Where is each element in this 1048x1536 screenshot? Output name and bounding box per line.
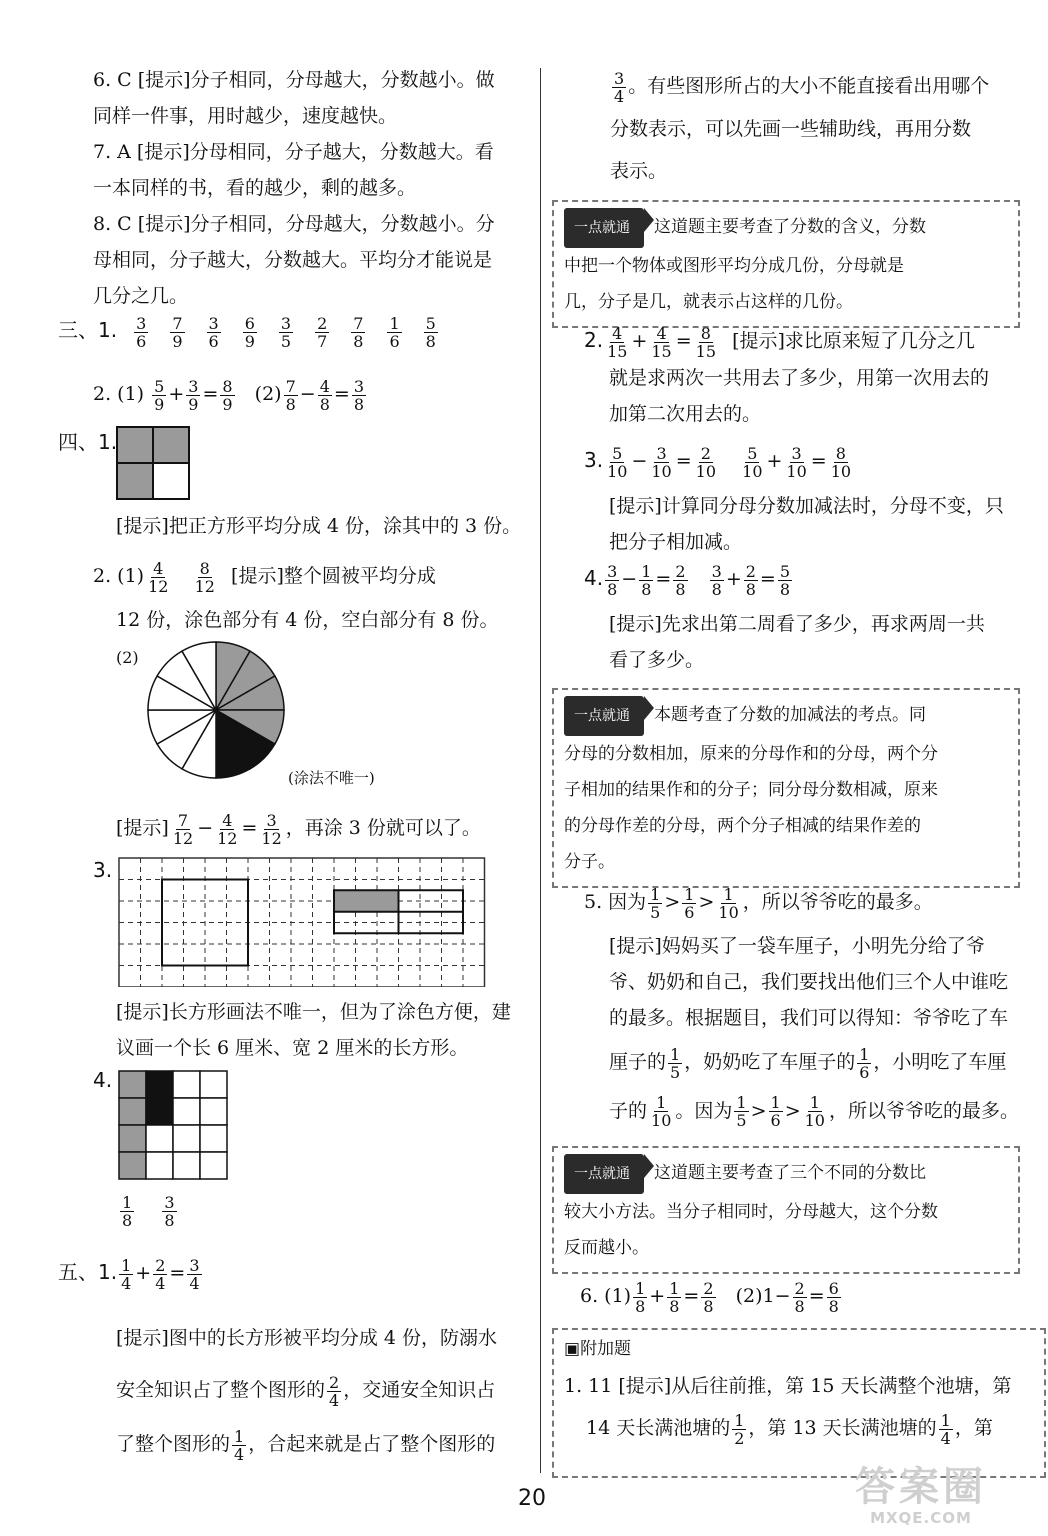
tip-box-3 (552, 1146, 1020, 1274)
answer-r4: 4. $\frac{3}{8}$ − $\frac{1}{8}$ = $\frac{2}{8}$ $\frac{3}{8}$ + $\frac{2}{8}$ = $\frac{5}{8}$ [提示]先求出第二周看了多少，再求两周一共 看了多少。 (584, 560, 1024, 678)
section-5-q1: 五、1. $\frac{1}{4}$ + $\frac{2}{4}$ = $\frac{3}{4}$ (58, 1255, 200, 1293)
section-4-hint-1: [提示]把正方形平均分成 4 份，涂其中的 3 份。 (116, 515, 522, 537)
section-4-label: 四、1. (58, 430, 118, 454)
fraction: $\frac{1}{6}$ (389, 313, 400, 351)
grid-cell (146, 1098, 173, 1125)
fraction: $\frac{5}{8}$ (425, 313, 436, 351)
hint-line: 加第二次用去的。 (609, 402, 762, 425)
shaded-cells (334, 890, 399, 912)
section-5-hint-1: [提示]图中的长方形被平均分成 4 份，防溺水 (116, 1327, 497, 1349)
label: 6. (1) (580, 1285, 632, 1307)
q2-prefix: 2. (1) (93, 565, 145, 587)
section-4-q2 (93, 558, 533, 595)
grid-cell (200, 1125, 227, 1152)
fraction: $\frac{4}{12}$ (148, 558, 169, 596)
hint-text: 了整个图形的 (116, 1433, 231, 1455)
fraction: $\frac{6}{9}$ (244, 313, 255, 351)
grid-cell (200, 1152, 227, 1179)
watermark-logo: 答案圈 (855, 1464, 987, 1510)
tip-text: 较大小方法。当分子相同时，分母越大，这个分数 (564, 1202, 938, 1222)
tip-text: 的分母作差的分母，两个分子相减的结果作差的 (564, 816, 921, 836)
hint-label: [提示] (116, 817, 169, 839)
tip-text: 子相加的结果作和的分子；同分母分数相减，原来 (564, 780, 938, 800)
fraction: $\frac{1}{5}$ (736, 1093, 747, 1130)
hint-line: 爷、奶奶和自己，我们要找出他们三个人中谁吃 (609, 971, 1009, 993)
grid-cell (173, 1071, 200, 1098)
hint-line: 看了多少。 (609, 648, 705, 671)
tip-text: 分子。 (564, 852, 615, 872)
answer-6-line1: 6. C [提示]分子相同，分母越大，分数越小。做 (93, 69, 495, 91)
hint-line: [提示]计算同分母分数加减法时，分母不变，只 (609, 494, 1004, 517)
hint: [提示]整个圆被平均分成 (231, 565, 436, 587)
tip-box-2 (552, 688, 1020, 888)
text: ，所以爷爷吃的最多。 (828, 1099, 1019, 1122)
fraction: $\frac{3}{8}$ (353, 376, 364, 414)
fraction: $\frac{1}{4}$ (121, 1255, 132, 1293)
text: ，第 13 天长满池塘的 (748, 1417, 937, 1439)
fraction: $\frac{7}{9}$ (172, 313, 183, 351)
fraction: $\frac{2}{8}$ (745, 561, 756, 599)
section-3-label: 三、1. (58, 318, 118, 342)
fraction: $\frac{8}{12}$ (194, 558, 215, 596)
hint-line: 把分子相加减。 (609, 530, 743, 553)
answer-8 (93, 206, 533, 314)
tip-text: 这道题主要考查了分数的含义，分数 (654, 217, 926, 237)
grid-cell (173, 1098, 200, 1125)
fraction: $\frac{1}{8}$ (641, 561, 652, 599)
hint-line1: [提示]长方形画法不唯一，但为了涂色方便，建 (116, 1001, 511, 1023)
fraction: $\frac{1}{6}$ (684, 884, 695, 922)
fraction: $\frac{2}{8}$ (794, 1278, 805, 1316)
answer-6-line2: 同样一件事，用时越少，速度越快。 (93, 105, 398, 127)
watermark (855, 1465, 987, 1527)
grid-cell (173, 1125, 200, 1152)
hint-text: ，交通安全知识占 (343, 1379, 496, 1401)
fraction: $\frac{8}{15}$ (695, 323, 717, 361)
fraction: $\frac{1}{5}$ (650, 884, 661, 922)
hint-line: 的最多。根据题目，我们可以得知：爷爷吃了车 (609, 1007, 1009, 1029)
fraction: $\frac{1}{10}$ (651, 1093, 672, 1130)
pie-note: (涂法不唯一) (288, 769, 375, 787)
section-5-label: 五、1. (58, 1260, 118, 1284)
hint-line: [提示]妈妈买了一袋车厘子，小明先分给了爷 (609, 935, 985, 957)
answer-r2: 2. $\frac{4}{15}$ + $\frac{4}{15}$ = $\frac{8}{15}$ [提示]求比原来短了几分之几 就是求两次一共用去了多少，用第一次用去的 加第二次用去的。 (584, 322, 1024, 432)
fraction: $\frac{1}{8}$ (635, 1278, 646, 1316)
bonus-title: ▣附加题 (564, 1339, 632, 1359)
fraction: $\frac{3}{8}$ (607, 561, 618, 599)
answer-8-line1: 8. C [提示]分子相同，分母越大，分数越小。分 (93, 213, 495, 235)
grid-cell (146, 1152, 173, 1179)
fraction: $\frac{1}{2}$ (734, 1410, 745, 1448)
fraction: $\frac{4}{8}$ (319, 376, 330, 414)
fraction: $\frac{3}{6}$ (136, 313, 147, 351)
fraction: $\frac{3}{6}$ (208, 313, 219, 351)
fraction: $\frac{4}{12}$ (217, 810, 238, 848)
answer-6 (93, 62, 533, 134)
fraction: $\frac{3}{5}$ (280, 313, 292, 351)
tip-box-1 (552, 200, 1020, 328)
fraction: $\frac{2}{7}$ (317, 313, 328, 351)
fraction: $\frac{5}{9}$ (154, 376, 165, 414)
grid-cell (200, 1098, 227, 1125)
answer-r5-hint: [提示]妈妈买了一袋车厘子，小明先分给了爷 爷、奶奶和自己，我们要找出他们三个人中谁吃 的最多。根据题目，我们可以得知：爷爷吃了车 厘子的 $\frac{1}{5}$ ，奶奶吃了车厘子的 $\frac{1}{6}$ ，小明吃了车厘 子的 $\frac{1}{10}$ 。因为 $\frac{1}{5}$ > $\frac{1}{6}$ > $\frac{1}{10}$ ，所以爷爷吃的最多。 (609, 928, 1029, 1129)
answer-r5: 5. 因为 $\frac{1}{5}$ > $\frac{1}{6}$ > $\frac{1}{10}$ ，所以爷爷吃的最多。 (584, 884, 933, 922)
answer-8-line3: 几分之几。 (93, 285, 189, 307)
fraction: $\frac{2}{4}$ (155, 1255, 166, 1293)
fraction: $\frac{3}{8}$ (164, 1193, 175, 1230)
fraction: $\frac{8}{9}$ (222, 376, 233, 414)
q4-answer (118, 1194, 179, 1229)
text: ，小明吃了车厘 (873, 1051, 1007, 1073)
answer-7-line2: 一本同样的书，看的越少，剩的越多。 (93, 177, 417, 199)
grid-cell (119, 1098, 146, 1125)
text: ，所以爷爷吃的最多。 (742, 891, 933, 913)
tip-badge: 一点就通 (564, 1154, 644, 1194)
fraction: $\frac{3}{9}$ (188, 376, 199, 414)
answer-r3: 3. $\frac{5}{10}$ − $\frac{3}{10}$ = $\frac{2}{10}$ $\frac{5}{10}$ + $\frac{3}{10}$ = $\frac{8}{10}$ [提示]计算同分母分数加减法时，分母不变，只 把分子相加减。 (584, 442, 1024, 560)
grid-4-figure (118, 1070, 228, 1182)
fraction: $\frac{3}{8}$ (711, 561, 722, 599)
grid-figure (118, 857, 493, 987)
text: 表示。 (610, 159, 668, 182)
section-4-hint-3: [提示] $\frac{7}{12}$ − $\frac{4}{12}$ = $\frac{3}{12}$ ，再涂 3 份就可以了。 (116, 810, 481, 848)
tip-text: 分母的分数相加，原来的分母作和的分母，两个分 (564, 744, 938, 764)
fraction: $\frac{3}{10}$ (651, 443, 672, 481)
q3-label: 3. (93, 858, 113, 882)
label: 2. (584, 328, 604, 352)
square-figure (116, 426, 191, 501)
text: 分数表示，可以先画一些辅助线，再用分数 (610, 117, 972, 140)
fraction: $\frac{2}{4}$ (329, 1372, 340, 1410)
section-4-hint-4 (116, 994, 536, 1066)
grid-cell (119, 1071, 146, 1098)
hint-line: 就是求两次一共用去了多少，用第一次用去的 (609, 366, 990, 389)
fraction: $\frac{5}{8}$ (779, 561, 791, 599)
grid-cell (173, 1152, 200, 1179)
fraction: $\frac{1}{6}$ (859, 1044, 870, 1082)
fraction: $\frac{7}{8}$ (353, 313, 364, 351)
column-divider (540, 68, 541, 1473)
fraction: $\frac{5}{10}$ (742, 443, 763, 481)
text: ，第 (954, 1417, 993, 1439)
section-4-hint-2: 12 份，涂色部分有 4 份，空白部分有 8 份。 (116, 609, 499, 631)
fraction: $\frac{1}{5}$ (670, 1044, 681, 1082)
text: 厘子的 (609, 1051, 667, 1073)
fraction: $\frac{3}{4}$ (614, 68, 625, 106)
bonus-title-text: 附加题 (580, 1339, 632, 1359)
tip-badge: 一点就通 (564, 696, 644, 736)
label: 3. (584, 448, 604, 472)
section-5-hint-2 (116, 1372, 536, 1409)
q4-label: 4. (93, 1068, 113, 1092)
fraction: $\frac{3}{12}$ (261, 810, 282, 848)
grid-cell (146, 1125, 173, 1152)
hint-text: 安全知识占了整个图形的 (116, 1379, 326, 1401)
hint-line2: 议画一个长 6 厘米、宽 2 厘米的长方形。 (116, 1037, 469, 1059)
fraction: $\frac{2}{8}$ (675, 561, 686, 599)
section-3-q1 (58, 312, 528, 350)
section-5-hint-3 (116, 1426, 536, 1463)
bonus-box (552, 1328, 1046, 1478)
fraction: $\frac{8}{10}$ (830, 443, 852, 481)
sub-label: (2) (116, 648, 139, 667)
fraction: $\frac{1}{6}$ (770, 1093, 781, 1130)
fraction: $\frac{1}{8}$ (122, 1193, 133, 1230)
hint-line: [提示]先求出第二周看了多少，再求两周一共 (609, 612, 985, 635)
fraction: $\frac{2}{8}$ (703, 1278, 714, 1316)
tip-text: 本题考查了分数的加减法的考点。同 (654, 705, 926, 725)
label: 4. (584, 566, 604, 590)
text: 。因为 (675, 1099, 733, 1122)
section-3-fractions (123, 313, 449, 351)
fraction: $\frac{1}{8}$ (669, 1278, 680, 1316)
hint: [提示]求比原来短了几分之几 (732, 330, 975, 352)
q2-prefix: 2. (1) (93, 383, 145, 405)
fraction: $\frac{4}{15}$ (607, 323, 628, 361)
fraction: $\frac{6}{8}$ (828, 1278, 839, 1316)
fraction: $\frac{3}{10}$ (786, 443, 807, 481)
fraction: $\frac{5}{10}$ (607, 443, 628, 481)
answer-8-line2: 母相同，分子越大，分数越大。平均分才能说是 (93, 249, 493, 271)
fraction: $\frac{4}{15}$ (651, 323, 672, 361)
continued-text (610, 68, 1030, 189)
fraction: $\frac{1}{4}$ (940, 1410, 951, 1448)
answer-r6: 6. (1) $\frac{1}{8}$ + $\frac{1}{8}$ = $\frac{2}{8}$ (2)1− $\frac{2}{8}$ = $\frac{6}{8}$ (580, 1278, 839, 1316)
fraction: $\frac{7}{12}$ (172, 810, 194, 848)
answer-7-line1: 7. A [提示]分母相同，分子越大，分数越大。看 (93, 141, 494, 163)
grid-cell (119, 1125, 146, 1152)
fraction: $\frac{1}{10}$ (804, 1093, 825, 1130)
answer-7 (93, 134, 533, 206)
text: 14 天长满池塘的 (586, 1417, 731, 1439)
section-3-q2: 2. (1) $\frac{5}{9}$ + $\frac{3}{9}$ = $\frac{8}{9}$ (2) $\frac{7}{8}$ − $\frac{4}{8}$ = $\frac{3}{8}$ (93, 376, 364, 414)
page-number: 20 (518, 1486, 546, 1511)
fraction: $\frac{1}{4}$ (234, 1426, 245, 1464)
hint-text: ，合起来就是占了整个图形的 (248, 1433, 496, 1455)
pie-figure (146, 640, 296, 790)
tip-badge: 一点就通 (564, 208, 644, 248)
tip-text: 中把一个物体或图形平均分成几份，分母就是 (564, 256, 904, 276)
fraction: $\frac{1}{10}$ (718, 884, 739, 922)
text: 子的 (609, 1099, 648, 1122)
hint-text: ，再涂 3 份就可以了。 (285, 817, 481, 839)
fraction: $\frac{3}{4}$ (189, 1255, 200, 1293)
label: (2)1− (735, 1285, 791, 1307)
grid-cell (146, 1071, 173, 1098)
grid-cell (200, 1071, 227, 1098)
fraction: $\frac{2}{10}$ (695, 443, 717, 481)
bonus-line1: 1. 11 [提示]从后往前推，第 15 天长满整个池塘，第 (564, 1375, 1012, 1397)
q2-part2: (2) (254, 383, 282, 405)
tip-text: 几，分子是几，就表示占这样的几份。 (564, 292, 853, 312)
text: ，奶奶吃了车厘子的 (684, 1051, 856, 1073)
watermark-url: MXQE.COM (870, 1509, 972, 1527)
fraction: $\frac{7}{8}$ (285, 376, 296, 414)
text: 5. 因为 (584, 891, 647, 913)
tip-text: 这道题主要考查了三个不同的分数比 (654, 1163, 926, 1183)
text: 。有些图形所占的大小不能直接看出用哪个 (628, 75, 990, 97)
grid-cell (119, 1152, 146, 1179)
tip-text: 反而越小。 (564, 1238, 649, 1258)
